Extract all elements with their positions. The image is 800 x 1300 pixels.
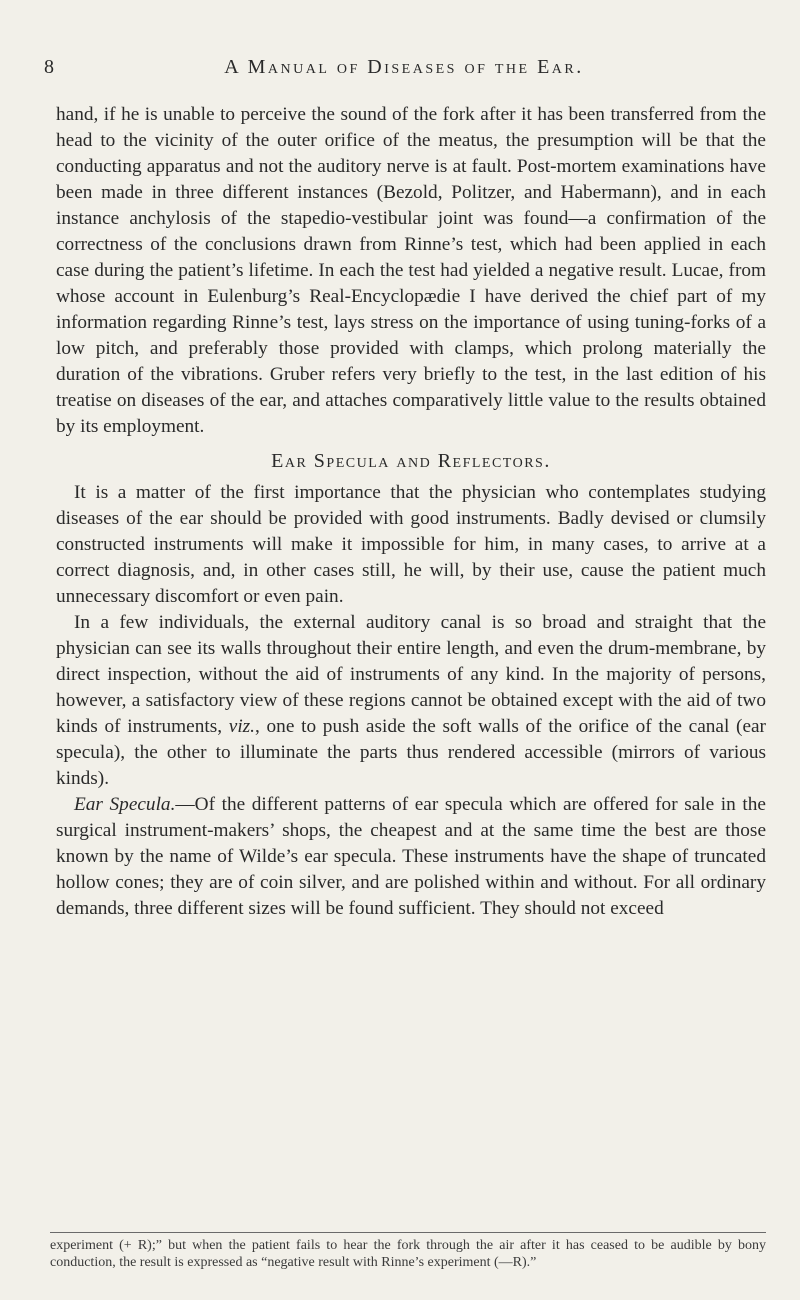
paragraph-ear-specula — [56, 792, 766, 922]
paragraph-text: , one to push aside the soft walls of the orifice of the canal (ear specula), the other to illuminate the parts thus rendered accessible (mirrors of various kinds). — [56, 716, 766, 789]
paragraph-auditory-canal — [56, 610, 766, 792]
run-in-heading: Ear Specula. — [74, 794, 176, 815]
paragraph-text: —Of the different patterns of ear specula which are offered for sale in the surgical instrument-makers’ shops, the cheapest and at the same time the best are those known by the name of Wilde’s ear specula. These instruments have the shape of truncated hollow cones; they are of coin silver, and are polished within and without. For all ordinary demands, three different sizes will be found sufficient. They should not exceed — [56, 794, 766, 919]
footnote-text: experiment (+ R);” but when the patient fails to hear the fork through the air after it has ceased to be audible by bony conduction, the result is expressed as “negative result with Rinne’s experiment (—R).” — [50, 1238, 766, 1270]
body-text — [56, 102, 766, 922]
running-title: A Manual of Diseases of the Ear. — [224, 56, 584, 78]
paragraph-continuation: hand, if he is unable to perceive the sound of the fork after it has been transferred from the head to the vicinity of the outer orifice of the meatus, the presumption will be that the conducting apparatus and not the auditory nerve is at fault. Post-mortem examinations have been made in three different instances (Bezold, Politzer, and Habermann), and in each instance anchylosis of the stapedio-vestibular joint was found—a confirmation of the correctness of the conclusions drawn from Rinne’s test, which had been applied in each case during the patient’s lifetime. In each the test had yielded a negative result. Lucae, from whose account in Eulenburg’s Real-Encyclopædie I have derived the chief part of my information regarding Rinne’s test, lays stress on the importance of using tuning-forks of a low pitch, and preferably those provided with clamps, which prolong materially the duration of the vibrations. Gruber refers very briefly to the test, in the last edition of his treatise on diseases of the ear, and attaches comparatively little value to the results obtained by its employment. — [56, 104, 766, 437]
section-heading: Ear Specula and Reflectors. — [271, 450, 551, 472]
viz-italic: viz. — [228, 716, 256, 737]
page-number: 8 — [44, 56, 56, 78]
paragraph-text: In a few individuals, the external auditory canal is so broad and straight that the physician can see its walls throughout their entire length, and even the drum-membrane, by direct inspection, without the aid of instruments of any kind. In the majority of persons, however, a satisfactory view of these regions cannot be obtained except with the aid of two kinds of instruments, — [56, 612, 766, 737]
running-head — [44, 56, 764, 86]
paragraph-instruments: It is a matter of the first importance that the physician who contemplates studying diseases of the ear should be provided with good instruments. Badly devised or clumsily constructed instruments will make it impossible for him, in many cases, to arrive at a correct diagnosis, and, in other cases still, he will, by their use, cause the patient much unnecessary discomfort or even pain. — [56, 482, 766, 607]
footnote-rule — [50, 1232, 766, 1233]
footnote — [50, 1238, 766, 1271]
